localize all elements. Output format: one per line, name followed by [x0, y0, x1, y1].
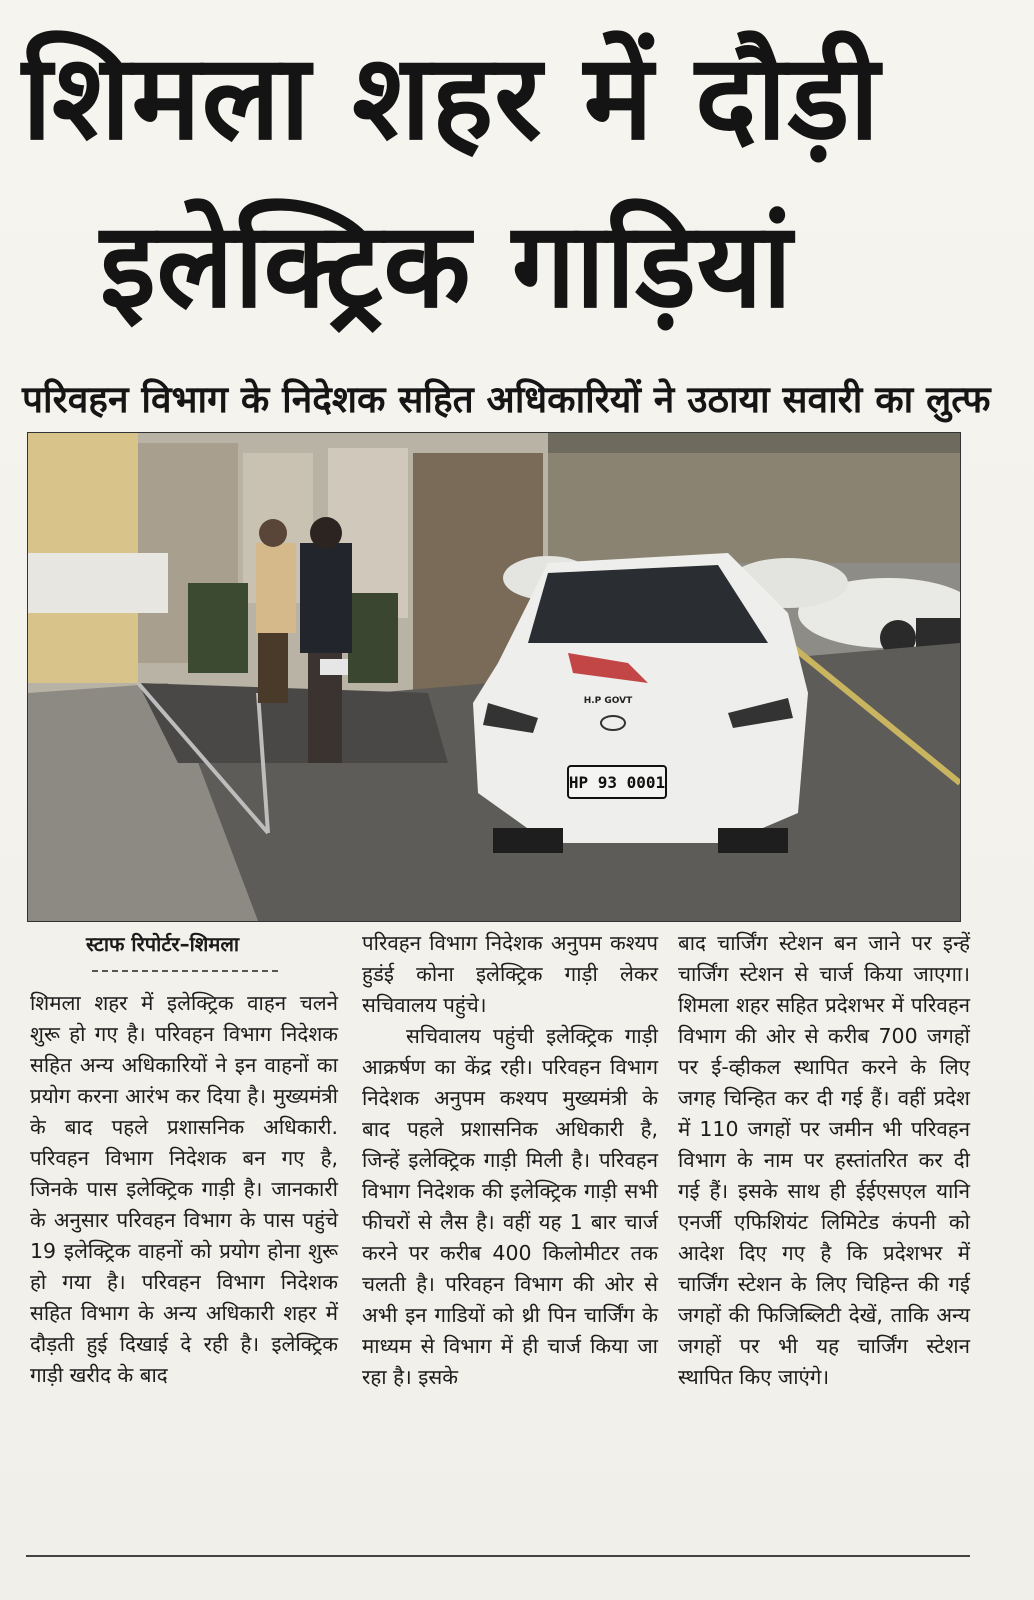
column-1-text: शिमला शहर में इलेक्ट्रिक वाहन चलने शुरू हो गए है। परिवहन विभाग निदेशक सहित अन्य अधिकारियों ने इन वाहनों का प्रयोग करना आरंभ कर दिया है। मुख्यमंत्री के बाद पहले प्रशासनिक अधिकारी. परिवहन विभाग निदेशक बन गए है, जिनके पास इलेक्ट्रिक गाड़ी है। जानकारी के अनुसार परिवहन विभाग के पास पहुंचे 19 इलेक्ट्रिक वाहनों को प्रयोग होना शुरू हो गया है। परिवहन विभाग निदेशक सहित विभाग के अन्य अधिकारी शहर में दौड़ती हुई दिखाई दे रही है। इलेक्ट्रिक गाड़ी खरीद के बाद — [30, 991, 338, 1387]
number-plate-text: HP 93 0001 — [568, 773, 666, 792]
headline-line-1: शिमला शहर में दौड़ी — [22, 28, 881, 166]
column-2-paragraph-1: परिवहन विभाग निदेशक अनुपम कश्यप हुडंई कोना इलेक्ट्रिक गाड़ी लेकर सचिवालय पहुंचे। — [362, 931, 658, 1017]
article-column-3 — [678, 928, 970, 1393]
bonnet-text: H.P GOVT — [583, 696, 633, 706]
byline-divider — [92, 970, 278, 972]
electric-car-photo — [28, 433, 960, 921]
article-column-2 — [362, 928, 658, 1393]
column-3-text: बाद चार्जिंग स्टेशन बन जाने पर इन्हें चार्जिंग स्टेशन से चार्ज किया जाएगा। शिमला शहर सहित प्रदेशभर में परिवहन विभाग की ओर से करीब 700 जगहों पर ई-व्हीकल स्थापित करने के लिए जगह चिन्हित कर दी गई हैं। वहीं प्रदेश में 110 जगहों पर जमीन भी परिवहन विभाग के नाम पर हस्तांतरित कर दी गई हैं। इसके साथ ही ईईएसएल यानि एनर्जी एफिशियंट लिमिटेड कंपनी को आदेश दिए गए है कि प्रदेशभर में चार्जिंग स्टेशन के लिए चिहिन्त की गई जगहों की फिजिब्लिटी देखें, ताकि अन्य जगहों पर भी यह चार्जिंग स्टेशन स्थापित किए जाएंगे। — [678, 931, 970, 1389]
news-photo — [27, 432, 961, 922]
byline: स्टाफ रिपोर्टर–शिमला — [86, 932, 240, 956]
headline-line-2: इलेक्ट्रिक गाड़ियां — [100, 196, 793, 334]
bottom-rule — [26, 1555, 970, 1557]
article-column-1 — [30, 988, 338, 1391]
subheadline: परिवहन विभाग के निदेशक सहित अधिकारियों ने उठाया सवारी का लुत्फ — [22, 378, 991, 421]
column-2-paragraph-2: सचिवालय पहुंची इलेक्ट्रिक गाड़ी आक्रर्षण का केंद्र रही। परिवहन विभाग निदेशक अनुपम कश्यप मुख्यमंत्री के बाद पहले प्रशासनिक अधिकारी है, जिन्हें इलेक्ट्रिक गाड़ी मिली है। परिवहन विभाग निदेशक की इलेक्ट्रिक गाड़ी सभी फीचरों से लैस है। वहीं यह 1 बार चार्ज करने पर करीब 400 किलोमीटर तक चलती है। परिवहन विभाग की ओर से अभी इन गाडियों को थ्री पिन चार्जिंग के माध्यम से विभाग में ही चार्ज किया जा रहा है। इसके — [362, 1024, 658, 1389]
